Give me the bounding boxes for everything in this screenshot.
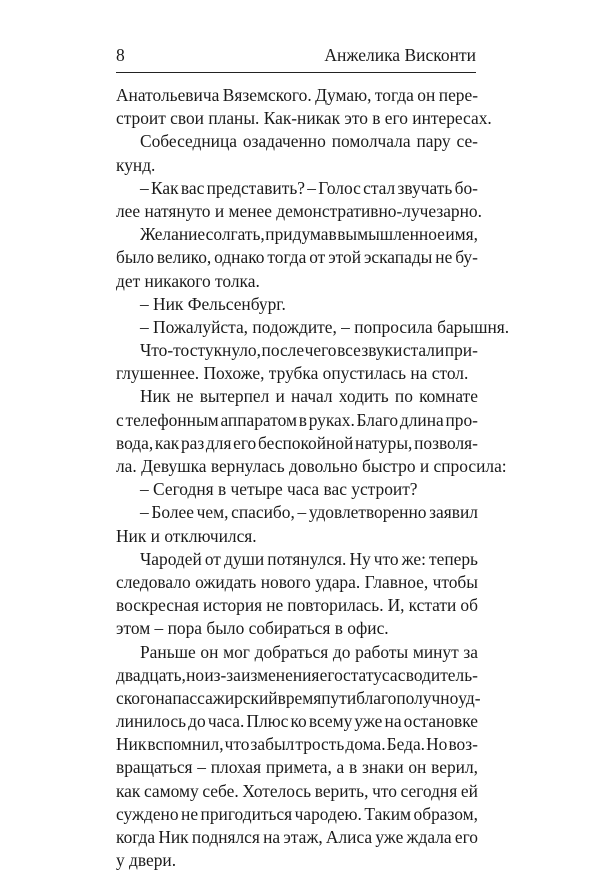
text-line: – Пожалуйста, подождите, – попросила барышня.	[140, 316, 510, 337]
text-line: – Более чем, спасибо, – удовлетворенно заявил	[140, 502, 478, 523]
text-line: дет никакого толка.	[116, 270, 260, 291]
text-line: у двери.	[116, 850, 177, 871]
text-line: ского на пассажирский время пути благополучно уд-	[116, 687, 481, 708]
text-line: – Ник Фельсенбург.	[140, 293, 286, 314]
text-line: ла. Девушка вернулась довольно быстро и спросила:	[116, 456, 507, 476]
body-text	[116, 84, 510, 872]
text-line: строит свои планы. Как-никак это в его интересах.	[116, 108, 492, 129]
text-line: Что-то стукнуло, после чего все звуки стали при-	[140, 340, 478, 361]
text-line: Желание солгать, придумав вымышленное имя,	[140, 224, 478, 245]
text-line: Собеседница озадаченно помолчала пару се-	[140, 131, 478, 152]
text-line: Анатольевича Вяземского. Думаю, тогда он пере-	[116, 85, 478, 105]
text-line: – Сегодня в четыре часа вас устроит?	[140, 479, 418, 500]
text-line: было велико, однако тогда от этой эскапады не бу-	[116, 247, 478, 268]
text-line: вращаться – плохая примета, а в знаки он верил,	[116, 757, 478, 778]
text-line: – Как вас представить? – Голос стал звучать бо-	[140, 177, 478, 198]
text-line: этом – пора было собираться в офис.	[116, 618, 389, 639]
text-line: двадцать, но из-за изменения его статуса с водитель-	[116, 664, 478, 685]
text-line: линилось до часа. Плюс ко всему уже на остановке	[116, 711, 478, 732]
text-line: когда Ник поднялся на этаж, Алиса уже ждала его	[116, 827, 478, 847]
text-line: Раньше он мог добраться до работы минут за	[140, 641, 478, 662]
text-line: как самому себе. Хотелось верить, что сегодня ей	[116, 780, 478, 801]
text-line: Ник не вытерпел и начал ходить по комнате	[140, 386, 478, 407]
running-header-author: Анжелика Висконти	[324, 45, 476, 65]
text-line: суждено не пригодиться чародею. Таким образом,	[116, 803, 478, 824]
text-line: с телефонным аппаратом в руках. Благо длина про-	[116, 409, 478, 430]
running-header	[116, 44, 476, 66]
text-line: лее натянуто и менее демонстративно-лучезарно.	[116, 200, 482, 221]
text-line: Ник и отключился.	[116, 525, 257, 546]
text-line: Чародей от души потянулся. Ну что же: теперь	[140, 548, 478, 569]
text-line: следовало ожидать нового удара. Главное, чтобы	[116, 571, 478, 592]
text-line: воскресная история не повторилась. И, кстати об	[116, 595, 478, 616]
header-rule	[116, 72, 476, 73]
text-line: вода, как раз для его беспокойной натуры, позволя-	[116, 432, 478, 453]
text-line: кунд.	[116, 154, 156, 175]
page-number: 8	[116, 45, 125, 65]
text-line: глушеннее. Похоже, трубка опустилась на стол.	[116, 363, 469, 384]
text-line: Ник вспомнил, что забыл трость дома. Беда. Но воз-	[116, 734, 478, 755]
